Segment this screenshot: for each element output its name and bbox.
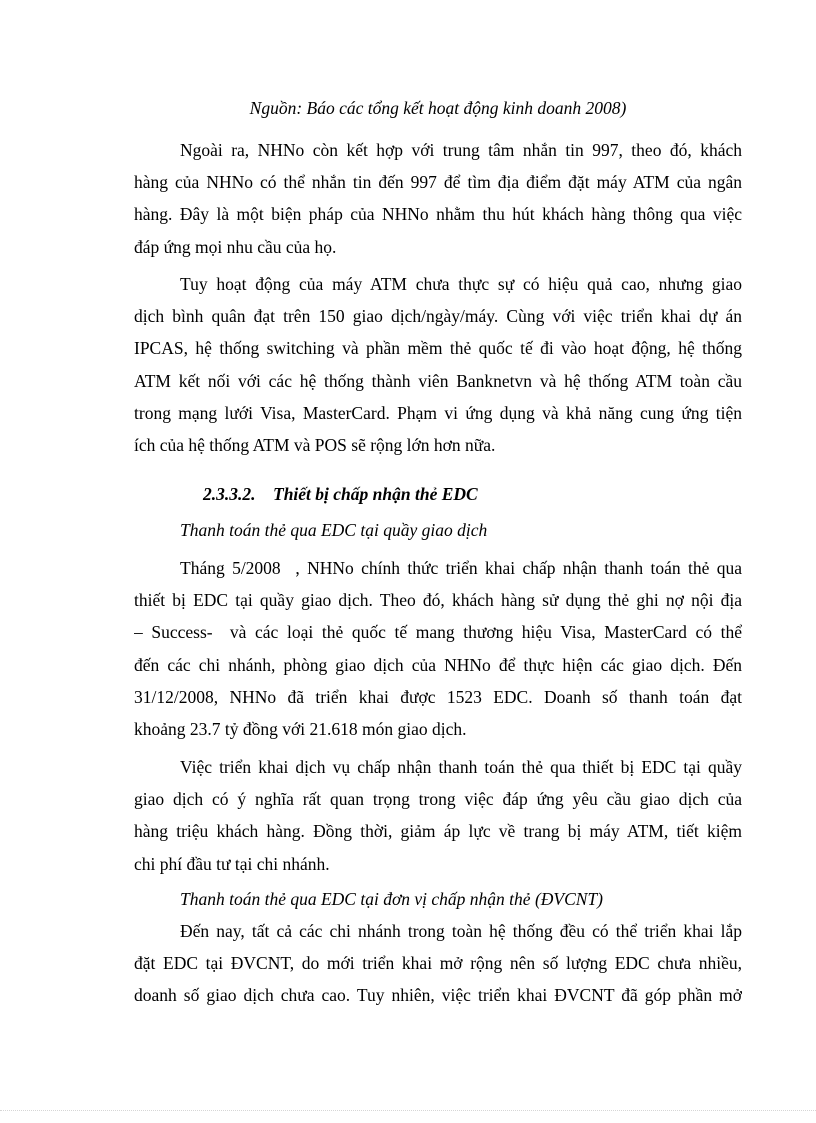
paragraph-merchant-edc [134, 915, 742, 1012]
paragraph-line: đặt EDC tại ĐVCNT, do mới triển khai mở rộng nên số lượng EDC chưa nhiều, [134, 953, 742, 974]
paragraph-line: Ngoài ra, NHNo còn kết hợp với trung tâm nhắn tin 997, theo đó, khách [180, 140, 742, 160]
subheading: Thanh toán thẻ qua EDC tại quầy giao dịch [180, 520, 488, 540]
paragraph-line: ATM kết nối với các hệ thống thành viên Banknetvn và hệ thống ATM toàn cầu [134, 370, 742, 391]
paragraph-line: 31/12/2008, NHNo đã triển khai được 1523 EDC. Doanh số thanh toán đạt [134, 686, 742, 707]
paragraph-line: Đến nay, tất cả các chi nhánh trong toàn hệ thống đều có thể triển khai lắp [180, 921, 742, 941]
paragraph-line: hàng của NHNo có thể nhắn tin đến 997 để tìm địa điểm đặt máy ATM của ngân [134, 172, 742, 193]
paragraph-line: Tuy hoạt động của máy ATM chưa thực sự có hiệu quả cao, nhưng giao [180, 274, 742, 294]
paragraph-line: thiết bị EDC tại quầy giao dịch. Theo đó, khách hàng sử dụng thẻ ghi nợ nội địa [134, 590, 742, 611]
paragraph-line: hàng triệu khách hàng. Đồng thời, giảm áp lực về trang bị máy ATM, tiết kiệm [134, 821, 742, 842]
paragraph-line: doanh số giao dịch chưa cao. Tuy nhiên, việc triển khai ĐVCNT đã góp phần mở [134, 985, 742, 1006]
paragraph-atm-performance [134, 268, 742, 461]
paragraph-line: Việc triển khai dịch vụ chấp nhận thanh toán thẻ qua thiết bị EDC tại quầy [180, 757, 742, 777]
section-heading-edc [134, 478, 742, 510]
paragraph-line: khoảng 23.7 tỷ đồng với 21.618 món giao dịch. [134, 718, 467, 739]
paragraph-sms-service [134, 134, 742, 263]
paragraph-line: ích của hệ thống ATM và POS sẽ rộng lớn hơn nữa. [134, 434, 496, 455]
paragraph-line: giao dịch có ý nghĩa rất quan trọng trong việc đáp ứng yêu cầu giao dịch của [134, 789, 742, 810]
page-bottom-divider [0, 1110, 816, 1111]
paragraph-line: Tháng 5/2008 , NHNo chính thức triển khai chấp nhận thanh toán thẻ qua [180, 558, 742, 578]
paragraph-edc-significance [134, 751, 742, 880]
paragraph-line: chi phí đầu tư tại chi nhánh. [134, 853, 330, 874]
paragraph-line: dịch bình quân đạt trên 150 giao dịch/ngày/máy. Cùng với việc triển khai dự án [134, 306, 742, 327]
paragraph-line: đến các chi nhánh, phòng giao dịch của NHNo để thực hiện các giao dịch. Đến [134, 654, 742, 675]
paragraph-line: – Success- và các loại thẻ quốc tế mang thương hiệu Visa, MasterCard có thể [134, 622, 742, 643]
subheading-merchant [134, 883, 742, 915]
paragraph-line: hàng. Đây là một biện pháp của NHNo nhằm thu hút khách hàng thông qua việc [134, 204, 742, 225]
paragraph-line: trong mạng lưới Visa, MasterCard. Phạm vi ứng dụng và khả năng cung ứng tiện [134, 402, 742, 423]
section-heading: 2.3.3.2. Thiết bị chấp nhận thẻ EDC [203, 484, 478, 504]
subheading: Thanh toán thẻ qua EDC tại đơn vị chấp nhận thẻ (ĐVCNT) [180, 889, 603, 909]
paragraph-line: đáp ứng mọi nhu cầu của họ. [134, 236, 337, 257]
paragraph-line: IPCAS, hệ thống switching và phần mềm thẻ quốc tế đi vào hoạt động, hệ thống [134, 338, 742, 359]
paragraph-edc-rollout [134, 552, 742, 745]
subheading-counter [134, 514, 742, 546]
source-note: Nguồn: Báo các tổng kết hoạt động kinh doanh 2008) [249, 98, 627, 118]
